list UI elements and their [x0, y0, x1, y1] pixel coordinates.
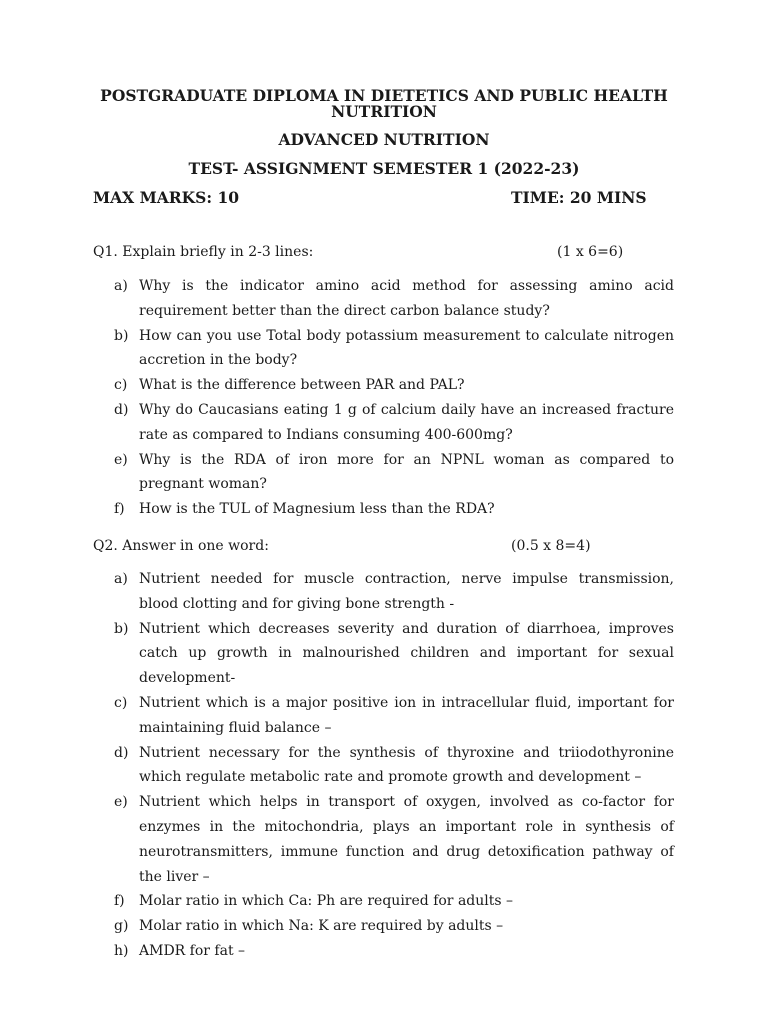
q2-heading-text: Q2. Answer in one word: — [93, 538, 269, 554]
item-text: AMDR for fat – — [139, 942, 246, 959]
item-letter: e) — [114, 794, 128, 811]
list-item — [0, 889, 674, 914]
item-text: Nutrient which helps in transport of oxygen, involved as co-factor for enzymes in the mitochondria, plays an important role in synthesis of neurotransmitters, immune function and drug detoxification pathway of the liver – — [139, 794, 674, 885]
item-letter: d) — [114, 744, 129, 761]
item-text: Molar ratio in which Ca: Ph are required for adults – — [139, 893, 514, 910]
max-marks: MAX MARKS: 10 — [93, 188, 240, 207]
item-letter: b) — [114, 327, 129, 344]
list-item — [0, 939, 674, 964]
item-letter: h) — [114, 942, 129, 959]
item-letter: c) — [114, 377, 128, 394]
item-text: Nutrient which is a major positive ion in intracellular fluid, important for maintaining fluid balance – — [139, 694, 674, 736]
list-item — [0, 324, 674, 374]
item-text: What is the difference between PAR and PAL? — [139, 377, 465, 394]
list-item — [0, 691, 674, 741]
marks-time-row — [93, 188, 653, 207]
item-letter: c) — [114, 694, 128, 711]
course-title: ADVANCED NUTRITION — [278, 130, 490, 149]
list-item — [0, 741, 674, 791]
item-letter: a) — [114, 571, 128, 587]
list-item — [0, 448, 674, 498]
item-letter: e) — [114, 451, 128, 468]
item-text: How can you use Total body potassium measurement to calculate nitrogen accretion in the body? — [139, 327, 674, 369]
q2-list — [0, 567, 674, 964]
item-text: Why is the RDA of iron more for an NPNL woman as compared to pregnant woman? — [139, 451, 674, 493]
time-limit: TIME: 20 MINS — [511, 188, 647, 207]
list-item — [0, 274, 674, 324]
item-letter: b) — [114, 620, 129, 637]
item-text: Why do Caucasians eating 1 g of calcium daily have an increased fracture rate as compared to Indians consuming 400-600mg? — [139, 401, 674, 443]
item-text: How is the TUL of Magnesium less than the RDA? — [139, 501, 495, 518]
item-text: Nutrient necessary for the synthesis of thyroxine and triiodothyronine which regulate metabolic rate and promote growth and development – — [139, 744, 674, 786]
q1-list — [0, 274, 674, 522]
list-item — [0, 373, 674, 398]
list-item — [0, 914, 674, 939]
list-item — [0, 398, 674, 448]
list-item — [0, 567, 674, 617]
item-text: Molar ratio in which Na: K are required by adults – — [139, 918, 504, 935]
item-letter: d) — [114, 401, 129, 418]
list-item — [0, 617, 674, 691]
q1-heading-text: Q1. Explain briefly in 2-3 lines: — [93, 244, 314, 260]
item-letter: g) — [114, 918, 129, 935]
item-letter: a) — [114, 278, 128, 294]
item-text: Why is the indicator amino acid method for assessing amino acid requirement better than the direct carbon balance study? — [139, 278, 674, 319]
q1-points: (1 x 6=6) — [557, 244, 624, 260]
q2-points: (0.5 x 8=4) — [511, 538, 591, 554]
q1-heading — [93, 244, 673, 260]
item-text: Nutrient which decreases severity and duration of diarrhoea, improves catch up growth in malnourished children and important for sexual development- — [139, 620, 674, 687]
item-letter: f) — [114, 501, 125, 518]
test-title: TEST- ASSIGNMENT SEMESTER 1 (2022-23) — [188, 159, 580, 178]
item-text: Nutrient needed for muscle contraction, nerve impulse transmission, blood clotting and for giving bone strength - — [139, 571, 674, 612]
program-title: POSTGRADUATE DIPLOMA IN DIETETICS AND PUBLIC HEALTH NUTRITION — [100, 86, 668, 121]
item-letter: f) — [114, 893, 125, 910]
q2-heading — [93, 538, 673, 554]
list-item — [0, 790, 674, 889]
list-item — [0, 497, 674, 522]
